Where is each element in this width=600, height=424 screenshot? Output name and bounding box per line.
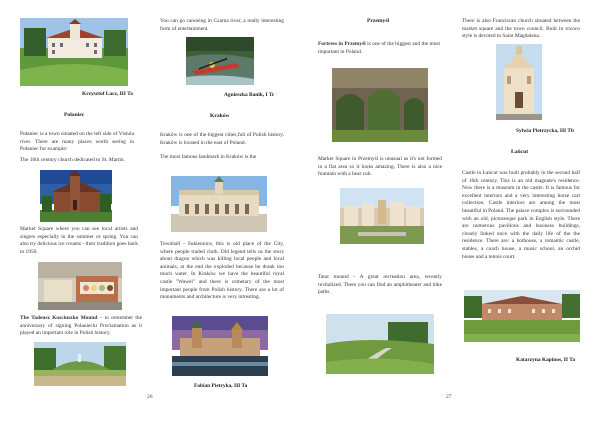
przemysl-paragraph-2: Market Square in Przemyśl is unusual as it's not formed in a flat area so it looks amazing. There is also a nice fountain with a bear cub. xyxy=(318,156,442,178)
church-photo xyxy=(40,170,112,222)
lancut-paragraph: Castle in Łańcut was built probably in the second half of 16th century. This is an old magnate's residence. Now there is a museum in the castle. It is famous for excellent interiors and a very interesting horse cart collection. Castle interiors are among the most beautiful in Poland. The palace complex is surrounded with an old, picturesque park in English style. There are numerous pavilions and business buildings, closely linked once with the daily life of the the residence. There are: a hothouse, a romantic castle, stables, a coach house, a music school, an orchid house and a tennis court. xyxy=(462,170,580,260)
krakow-heading: Kraków xyxy=(210,113,230,119)
mound-photo xyxy=(34,342,126,386)
polaniec-paragraph-4 xyxy=(20,315,142,338)
lancut-heading: Łańcut xyxy=(511,149,529,155)
photo-caption-pietrzycka: Sylwia Pietrzycka, III Tb xyxy=(516,128,575,134)
photo-caption-lacz: Krzysztof Lacz, III Ta xyxy=(82,91,133,97)
polaniec-paragraph-1: Połaniec is a town situated on the left side of Vistula river. There are many places worth seeing in Połaniec for example: xyxy=(20,131,134,153)
polaniec-paragraph-2: The 18th century church dedicated to St. Martin. xyxy=(20,157,125,163)
kayak-photo xyxy=(186,37,254,85)
icecream-photo xyxy=(38,262,122,310)
fortress-photo xyxy=(332,68,428,142)
przemysl-paragraph-3: Tatar mound - A great recreation area, recently revitalized. There you can find an amphitheater and bike paths. xyxy=(318,274,442,296)
przemysl-heading: Przemyśl xyxy=(367,18,390,24)
krakow-paragraph-2: The most famous landmark in Kraków is the xyxy=(160,154,257,160)
polaniec-heading: Połaniec xyxy=(64,112,85,118)
photo-caption-kapinos: Katarzyna Kapinos, II Ta xyxy=(516,357,576,363)
photo-caption-banik: Agnieszka Banik, I Tc xyxy=(224,92,275,98)
franciscan-church-photo xyxy=(496,44,542,120)
market-square-photo xyxy=(340,188,424,244)
wawel-photo xyxy=(172,316,268,376)
lancut-castle-photo xyxy=(464,290,580,342)
krakow-paragraph-1: Kraków is one of the biggest cities,full of Polish history. Kraków is located in the east of Poland. xyxy=(160,132,284,146)
fortress-description: is one of the biggest and the most important in Poland. xyxy=(318,41,440,55)
fortress-name: Fortress in Przemyśl xyxy=(318,41,366,47)
right-page xyxy=(300,0,600,424)
mound-description: – to remember the anniversary of signing Połaniecki Proclamation as it played an important role in Polish history. xyxy=(20,315,142,337)
page-number-left: 26 xyxy=(147,394,153,400)
mound-name: The Tadeusz Kosciuszko Mound xyxy=(20,315,98,321)
przemysl-paragraph-1 xyxy=(318,41,440,56)
kayak-text: You can go canoeing in Czarna river, a really interesting form of entertainment. xyxy=(160,18,284,32)
lancut-intro: There is also Franciscan church situated between the market square and the town council. Built in rococo style is devoted to Saint Magdalena. xyxy=(462,18,580,40)
cloth-hall-photo xyxy=(171,176,267,232)
polaniec-paragraph-3: Market Square where you can see local artists and singers especially in the summer or spring. You can also try delicious ice creams - their tradition goes back to 1950. xyxy=(20,226,138,255)
page-number-right: 27 xyxy=(446,394,452,400)
krakow-paragraph-3: Townhall - Sukiennice, this is old place of the City, where people traded cloth. Old legend tells us the story about dragon which was killing local people and local animals, at the end the exploded because he drank too much water. In Kraków we have the beautiful royal castle "Wawel" and there is cemetary of the most important people from Polish history. There are a lot of monuments and architecture is very intresting. xyxy=(160,241,284,301)
palace-photo xyxy=(20,18,128,86)
photo-caption-pietryka: Fabian Pietryka, III Ta xyxy=(194,383,248,389)
tatar-mound-photo xyxy=(326,314,434,374)
